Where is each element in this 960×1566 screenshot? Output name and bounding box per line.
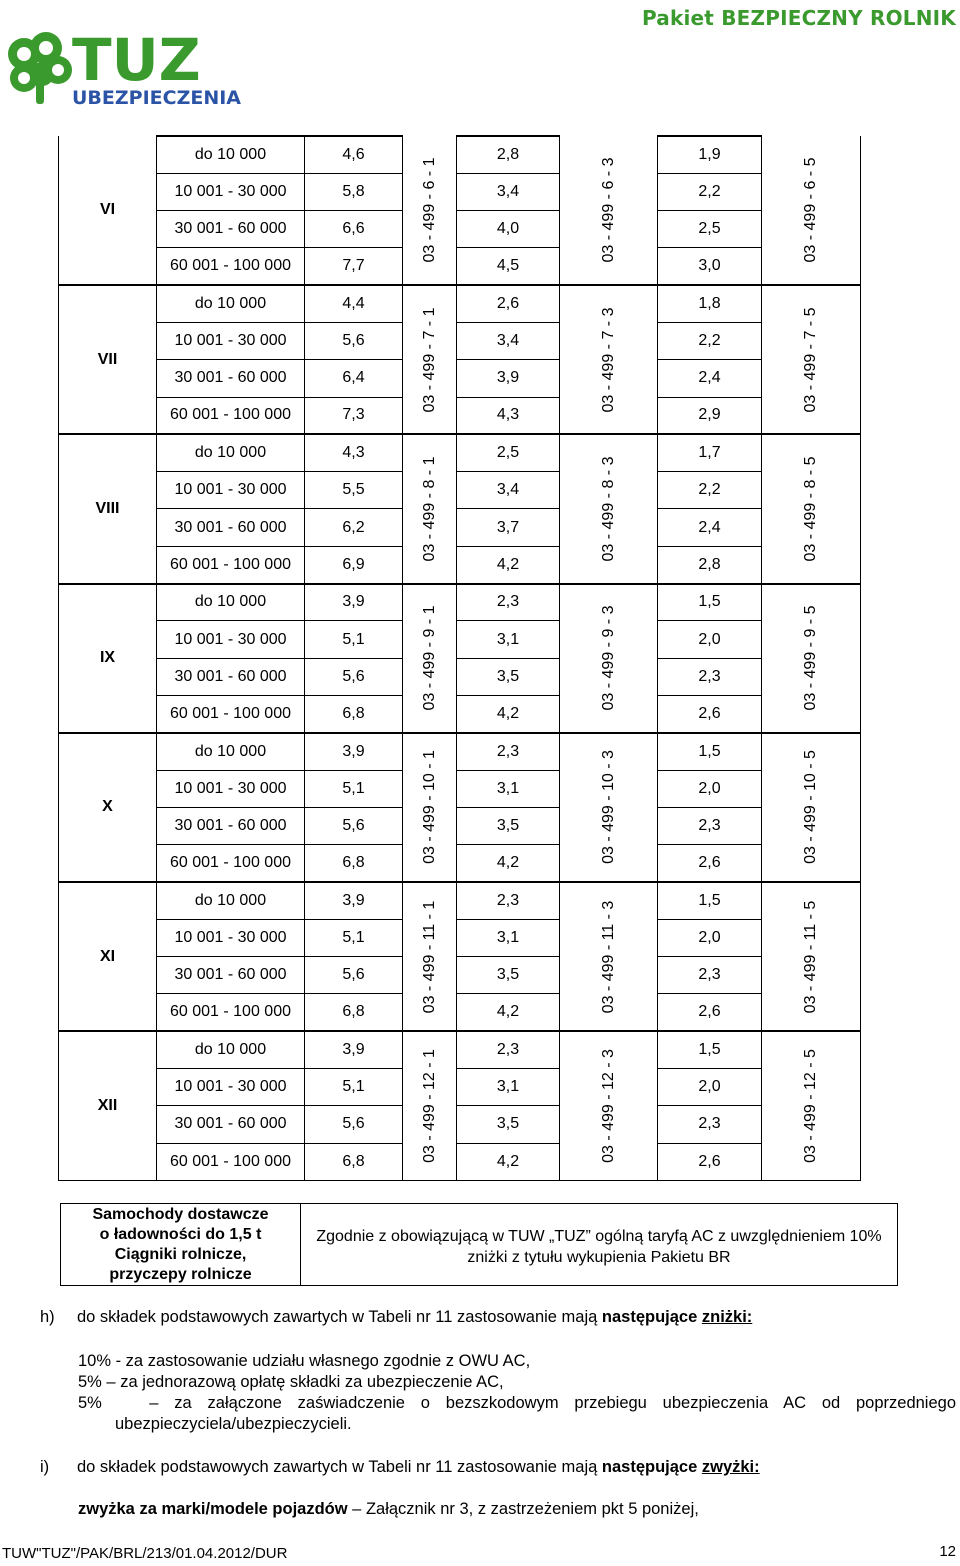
sum-range-cell: 30 001 - 60 000 — [157, 1106, 305, 1143]
rate-value-cell: 2,0 — [658, 770, 762, 807]
rate-value-cell: 2,4 — [658, 509, 762, 546]
rate-value-cell: 4,5 — [457, 248, 560, 285]
tariff-code-cell-text: 03 - 499 - 6 - 1 — [420, 157, 438, 263]
rate-value-cell: 2,8 — [658, 546, 762, 583]
rate-value-cell: 6,8 — [305, 845, 403, 882]
sum-range-cell: do 10 000 — [157, 733, 305, 770]
tariff-code-cell-text: 03 - 499 - 7 - 1 — [420, 307, 438, 413]
rate-value-cell: 2,6 — [658, 994, 762, 1031]
sum-range-cell: 60 001 - 100 000 — [157, 994, 305, 1031]
rate-value-cell: 4,3 — [457, 397, 560, 434]
tariff-code-cell — [403, 285, 457, 434]
rate-value-cell: 2,3 — [658, 1106, 762, 1143]
rate-value-cell: 3,4 — [457, 322, 560, 359]
tariff-code-cell — [762, 882, 861, 1031]
sum-range-cell: do 10 000 — [157, 1031, 305, 1068]
section-i-bold: następujące — [601, 1458, 702, 1476]
tariff-code-cell-text: 03 - 499 - 10 - 1 — [420, 750, 438, 865]
rate-value-cell: 1,5 — [658, 1031, 762, 1068]
vehicle-class-cell: VIII — [59, 434, 157, 583]
tariff-code-cell — [560, 434, 658, 583]
sum-range-cell: 60 001 - 100 000 — [157, 248, 305, 285]
rate-value-cell: 3,7 — [457, 509, 560, 546]
tariff-code-cell-text: 03 - 499 - 10 - 3 — [599, 750, 617, 865]
rate-value-cell: 2,3 — [457, 584, 560, 621]
rate-table-row — [59, 733, 903, 770]
vans-category-line: o ładowności do 1,5 t — [99, 1225, 262, 1243]
rate-value-cell: 3,9 — [305, 882, 403, 919]
tariff-code-cell-text: 03 - 499 - 12 - 5 — [802, 1049, 819, 1163]
rate-value-cell: 2,2 — [658, 173, 762, 210]
rate-value-cell: 3,1 — [457, 770, 560, 807]
tariff-code-cell — [403, 1031, 457, 1180]
sum-range-cell: 10 001 - 30 000 — [157, 1068, 305, 1105]
section-i-heading — [40, 1458, 760, 1477]
tariff-code-cell-text: 03 - 499 - 11 - 5 — [802, 900, 819, 1013]
rate-value-cell: 5,1 — [305, 770, 403, 807]
rate-value-cell: 6,2 — [305, 509, 403, 546]
tariff-code-cell — [403, 584, 457, 733]
vans-table-row — [61, 1204, 898, 1286]
sum-range-cell: do 10 000 — [157, 434, 305, 471]
tariff-code-cell — [762, 1031, 861, 1180]
discount-list — [78, 1351, 956, 1435]
rate-table — [58, 135, 903, 1181]
tariff-code-cell — [762, 434, 861, 583]
surcharge-line-rest: – Załącznik nr 3, z zastrzeżeniem pkt 5 poniżej, — [347, 1500, 699, 1518]
rate-value-cell: 5,6 — [305, 807, 403, 844]
rate-value-cell: 4,2 — [457, 994, 560, 1031]
tariff-code-cell — [403, 136, 457, 285]
sum-range-cell: 30 001 - 60 000 — [157, 360, 305, 397]
tariff-code-cell-text: 03 - 499 - 6 - 3 — [599, 157, 617, 263]
sum-range-cell: 30 001 - 60 000 — [157, 658, 305, 695]
rate-value-cell: 2,2 — [658, 472, 762, 509]
logo-word: TUZ — [72, 26, 201, 94]
vehicle-class-cell: VII — [59, 285, 157, 434]
page-number: 12 — [939, 1543, 956, 1560]
rate-value-cell: 4,0 — [457, 211, 560, 248]
surcharge-line-bold: zwyżka za marki/modele pojazdów — [78, 1500, 348, 1518]
vans-category-line: Samochody dostawcze — [92, 1205, 269, 1223]
tariff-code-cell — [403, 733, 457, 882]
rate-value-cell: 4,6 — [305, 136, 403, 173]
vans-category-line: Ciągniki rolnicze, — [114, 1245, 247, 1263]
sum-range-cell: 10 001 - 30 000 — [157, 472, 305, 509]
tariff-code-cell-text: 03 - 499 - 9 - 5 — [802, 605, 819, 711]
tariff-code-cell — [762, 584, 861, 733]
discount-item: 5% – za załączone zaświadczenie o bezszkodowym przebiegu ubezpieczenia AC od poprzedniego — [78, 1394, 956, 1412]
tariff-code-cell-text: 03 - 499 - 8 - 3 — [599, 456, 617, 562]
tariff-code-cell — [560, 1031, 658, 1180]
rate-value-cell: 3,9 — [305, 1031, 403, 1068]
rate-value-cell: 1,9 — [658, 136, 762, 173]
rate-value-cell: 6,8 — [305, 994, 403, 1031]
vans-tariff-line: Zgodnie z obowiązującą w TUW „TUZ” ogólną taryfą AC z uwzględnieniem 10% — [316, 1228, 882, 1245]
sum-range-cell: 60 001 - 100 000 — [157, 1143, 305, 1180]
sum-range-cell: 10 001 - 30 000 — [157, 322, 305, 359]
sum-range-cell: 30 001 - 60 000 — [157, 807, 305, 844]
rate-value-cell: 2,2 — [658, 322, 762, 359]
tariff-code-cell-text: 03 - 499 - 7 - 3 — [599, 307, 617, 413]
rate-value-cell: 2,5 — [457, 434, 560, 471]
rate-value-cell: 5,6 — [305, 1106, 403, 1143]
discount-item: 5% – za jednorazową opłatę składki za ubezpieczenie AC, — [78, 1373, 504, 1391]
rate-value-cell: 4,3 — [305, 434, 403, 471]
rate-value-cell: 4,2 — [457, 695, 560, 732]
rate-value-cell: 5,6 — [305, 957, 403, 994]
vans-category-cell — [61, 1204, 301, 1286]
rate-value-cell: 6,9 — [305, 546, 403, 583]
rate-table-row — [59, 584, 903, 621]
section-h-text: do składek podstawowych zawartych w Tabeli nr 11 zastosowanie mają — [77, 1308, 602, 1326]
rate-value-cell: 2,3 — [457, 733, 560, 770]
tariff-code-cell — [560, 882, 658, 1031]
rate-value-cell: 2,6 — [658, 845, 762, 882]
rate-value-cell: 5,6 — [305, 322, 403, 359]
rate-value-cell: 3,5 — [457, 807, 560, 844]
rate-table-body — [59, 136, 903, 1180]
rate-value-cell: 2,6 — [457, 285, 560, 322]
tariff-code-cell-text: 03 - 499 - 11 - 3 — [599, 900, 617, 1013]
section-i-text: do składek podstawowych zawartych w Tabeli nr 11 zastosowanie mają — [77, 1458, 602, 1476]
rate-table-row — [59, 1031, 903, 1068]
vehicle-class-cell: XII — [59, 1031, 157, 1180]
rate-value-cell: 3,1 — [457, 919, 560, 956]
rate-value-cell: 4,2 — [457, 1143, 560, 1180]
rate-value-cell: 1,7 — [658, 434, 762, 471]
rate-value-cell: 1,5 — [658, 882, 762, 919]
tariff-code-cell — [560, 733, 658, 882]
rate-value-cell: 2,3 — [658, 957, 762, 994]
section-h-heading — [40, 1308, 752, 1327]
rate-value-cell: 5,1 — [305, 919, 403, 956]
rate-value-cell: 2,6 — [658, 695, 762, 732]
tariff-code-cell — [403, 882, 457, 1031]
footer-reference: TUW"TUZ"/PAK/BRL/213/01.04.2012/DUR — [2, 1545, 288, 1562]
rate-value-cell: 2,4 — [658, 360, 762, 397]
rate-value-cell: 2,9 — [658, 397, 762, 434]
discount-item: 10% - za zastosowanie udziału własnego zgodnie z OWU AC, — [78, 1352, 531, 1370]
rate-value-cell: 3,5 — [457, 957, 560, 994]
page-header-title: Pakiet BEZPIECZNY ROLNIK — [641, 6, 956, 30]
tariff-code-cell-text: 03 - 499 - 8 - 1 — [420, 456, 438, 562]
tariff-code-cell-text: 03 - 499 - 6 - 5 — [802, 157, 819, 263]
tariff-code-cell-text: 03 - 499 - 11 - 1 — [420, 900, 438, 1013]
rate-value-cell: 6,6 — [305, 211, 403, 248]
vehicle-class-cell: X — [59, 733, 157, 882]
tariff-code-cell — [403, 434, 457, 583]
rate-table-row — [59, 136, 903, 173]
tariff-code-cell — [762, 136, 861, 285]
sum-range-cell: 60 001 - 100 000 — [157, 397, 305, 434]
rate-value-cell: 6,4 — [305, 360, 403, 397]
sum-range-cell: 30 001 - 60 000 — [157, 957, 305, 994]
sum-range-cell: 10 001 - 30 000 — [157, 770, 305, 807]
rate-value-cell: 1,5 — [658, 733, 762, 770]
rate-table-row — [59, 434, 903, 471]
rate-value-cell: 6,8 — [305, 695, 403, 732]
rate-value-cell: 5,1 — [305, 621, 403, 658]
rate-value-cell: 3,0 — [658, 248, 762, 285]
rate-value-cell: 1,5 — [658, 584, 762, 621]
sum-range-cell: do 10 000 — [157, 285, 305, 322]
rate-table-row — [59, 285, 903, 322]
rate-value-cell: 3,1 — [457, 621, 560, 658]
surcharge-line — [78, 1500, 699, 1519]
rate-value-cell: 5,6 — [305, 658, 403, 695]
rate-value-cell: 3,4 — [457, 173, 560, 210]
discount-item-continued: ubezpieczyciela/ubezpieczycieli. — [115, 1415, 352, 1433]
rate-value-cell: 6,8 — [305, 1143, 403, 1180]
tariff-code-cell — [560, 136, 658, 285]
tariff-code-cell — [560, 285, 658, 434]
rate-value-cell: 5,1 — [305, 1068, 403, 1105]
rate-value-cell: 2,6 — [658, 1143, 762, 1180]
rate-value-cell: 3,5 — [457, 658, 560, 695]
rate-value-cell: 2,3 — [457, 882, 560, 919]
rate-value-cell: 3,5 — [457, 1106, 560, 1143]
tariff-code-cell-text: 03 - 499 - 7 - 5 — [802, 307, 819, 413]
vehicle-class-cell: XI — [59, 882, 157, 1031]
rate-value-cell: 2,0 — [658, 621, 762, 658]
rate-value-cell: 5,5 — [305, 472, 403, 509]
vans-tariff-line: zniżki z tytułu wykupienia Pakietu BR — [467, 1249, 731, 1266]
tariff-code-cell — [762, 733, 861, 882]
rate-value-cell: 1,8 — [658, 285, 762, 322]
rate-value-cell: 3,9 — [457, 360, 560, 397]
rate-value-cell: 3,9 — [305, 584, 403, 621]
vans-tariff-cell — [301, 1204, 898, 1286]
rate-value-cell: 4,2 — [457, 546, 560, 583]
rate-value-cell: 5,8 — [305, 173, 403, 210]
rate-value-cell: 7,3 — [305, 397, 403, 434]
rate-value-cell: 4,4 — [305, 285, 403, 322]
tariff-code-cell-text: 03 - 499 - 8 - 5 — [802, 456, 819, 562]
sum-range-cell: do 10 000 — [157, 882, 305, 919]
vans-table — [60, 1203, 898, 1286]
rate-value-cell: 2,5 — [658, 211, 762, 248]
rate-value-cell: 2,3 — [658, 807, 762, 844]
rate-value-cell: 3,9 — [305, 733, 403, 770]
tariff-code-cell — [560, 584, 658, 733]
sum-range-cell: 60 001 - 100 000 — [157, 546, 305, 583]
tariff-code-cell-text: 03 - 499 - 9 - 1 — [420, 605, 438, 711]
rate-value-cell: 2,3 — [457, 1031, 560, 1068]
sum-range-cell: 30 001 - 60 000 — [157, 211, 305, 248]
rate-value-cell: 3,4 — [457, 472, 560, 509]
tariff-code-cell-text: 03 - 499 - 12 - 1 — [420, 1049, 438, 1163]
vehicle-class-cell: VI — [59, 136, 157, 285]
section-h-bold-underline: zniżki: — [701, 1308, 753, 1326]
tariff-code-cell — [762, 285, 861, 434]
rate-value-cell: 3,1 — [457, 1068, 560, 1105]
section-h-marker: h) — [40, 1308, 55, 1326]
tariff-code-cell-text: 03 - 499 - 12 - 3 — [599, 1049, 617, 1163]
rate-value-cell: 2,3 — [658, 658, 762, 695]
tariff-code-cell-text: 03 - 499 - 9 - 3 — [599, 605, 617, 711]
section-i-marker: i) — [40, 1458, 50, 1476]
sum-range-cell: do 10 000 — [157, 584, 305, 621]
sum-range-cell: 30 001 - 60 000 — [157, 509, 305, 546]
vans-category-line: przyczepy rolnicze — [109, 1265, 252, 1283]
rate-value-cell: 2,8 — [457, 136, 560, 173]
section-h-bold: następujące — [601, 1308, 702, 1326]
sum-range-cell: 60 001 - 100 000 — [157, 845, 305, 882]
rate-value-cell: 7,7 — [305, 248, 403, 285]
section-i-bold-underline: zwyżki: — [701, 1458, 760, 1476]
sum-range-cell: 10 001 - 30 000 — [157, 919, 305, 956]
rate-value-cell: 2,0 — [658, 1068, 762, 1105]
rate-table-row — [59, 882, 903, 919]
tuz-logo — [2, 26, 272, 110]
vehicle-class-cell: IX — [59, 584, 157, 733]
sum-range-cell: 10 001 - 30 000 — [157, 621, 305, 658]
sum-range-cell: 10 001 - 30 000 — [157, 173, 305, 210]
rate-value-cell: 4,2 — [457, 845, 560, 882]
rate-value-cell: 2,0 — [658, 919, 762, 956]
tariff-code-cell-text: 03 - 499 - 10 - 5 — [802, 750, 819, 865]
sum-range-cell: do 10 000 — [157, 136, 305, 173]
sum-range-cell: 60 001 - 100 000 — [157, 695, 305, 732]
logo-subword: UBEZPIECZENIA — [72, 87, 242, 109]
